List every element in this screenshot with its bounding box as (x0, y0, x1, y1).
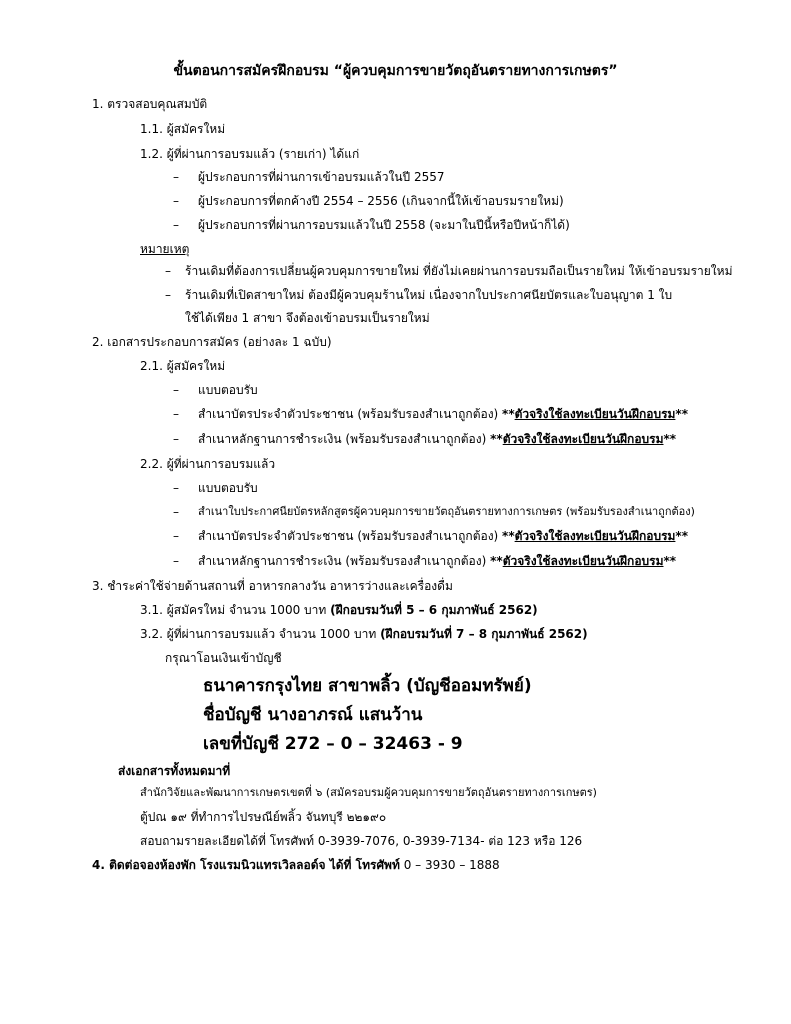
dash-bullet: – (173, 432, 179, 446)
page-title: ขั้นตอนการสมัครฝึกอบรม “ผู้ควบคุมการขายวัตถุอันตรายทางการเกษตร” (173, 63, 618, 79)
bank-name: ธนาคารกรุงไทย สาขาพลิ้ว (บัญชีออมทรัพย์) (203, 676, 532, 696)
list-item: สำเนาหลักฐานการชำระเงิน (พร้อมรับรองสำเนาถูกต้อง) **ตัวจริงใช้ลงทะเบียนวันฝึกอบรม** (198, 554, 677, 568)
list-item: แบบตอบรับ (198, 481, 258, 495)
transfer-instruction: กรุณาโอนเงินเข้าบัญชี (165, 651, 282, 665)
list-item: สำเนาหลักฐานการชำระเงิน (พร้อมรับรองสำเนาถูกต้อง) **ตัวจริงใช้ลงทะเบียนวันฝึกอบรม** (198, 432, 677, 446)
account-number: เลขที่บัญชี 272 – 0 – 32463 - 9 (203, 734, 463, 754)
send-heading: ส่งเอกสารทั้งหมดมาที่ (118, 764, 231, 778)
list-item: แบบตอบรับ (198, 383, 258, 397)
dash-bullet: – (173, 170, 179, 184)
section-2-2: 2.2. ผู้ที่ผ่านการอบรมแล้ว (140, 457, 276, 471)
dash-bullet: – (173, 194, 179, 208)
note-item-continued: ใช้ได้เพียง 1 สาขา จึงต้องเข้าอบรมเป็นรายใหม่ (185, 311, 430, 325)
section-4: 4. ติดต่อจองห้องพัก โรงแรมนิวแทรเวิลลอด์จ ได้ที่ โทรศัพท์ 0 – 3930 – 1888 (92, 858, 500, 872)
list-item: ผู้ประกอบการที่ผ่านการเข้าอบรมแล้วในปี 2557 (198, 170, 445, 184)
section-1-2: 1.2. ผู้ที่ผ่านการอบรมแล้ว (รายเก่า) ได้แก่ (140, 147, 360, 161)
section-1-1: 1.1. ผู้สมัครใหม่ (140, 122, 226, 136)
list-item: สำเนาบัตรประจำตัวประชาชน (พร้อมรับรองสำเนาถูกต้อง) **ตัวจริงใช้ลงทะเบียนวันฝึกอบรม** (198, 529, 688, 543)
list-item: สำเนาใบประกาศนียบัตรหลักสูตรผู้ควบคุมการขายวัตถุอันตรายทางการเกษตร (พร้อมรับรองสำเนาถูกต้อง) (198, 505, 695, 518)
account-name: ชื่อบัญชี นางอาภรณ์ แสนว้าน (203, 705, 423, 725)
list-item: ผู้ประกอบการที่ตกค้างปี 2554 – 2556 (เกินจากนี้ให้เข้าอบรมรายใหม่) (198, 194, 564, 208)
send-address-line: ตู้ปณ ๑๙ ที่ทำการไปรษณีย์พลิ้ว จันทบุรี ๒๒๑๙๐ (140, 810, 387, 824)
dash-bullet: – (173, 505, 179, 519)
section-2-1: 2.1. ผู้สมัครใหม่ (140, 359, 226, 373)
dash-bullet: – (173, 529, 179, 543)
section-3-1: 3.1. ผู้สมัครใหม่ จำนวน 1000 บาท (ฝึกอบรมวันที่ 5 – 6 กุมภาพันธ์ 2562) (140, 603, 538, 617)
list-item: ผู้ประกอบการที่ผ่านการอบรมแล้วในปี 2558 (จะมาในปีนี้หรือปีหน้าก็ได้) (198, 218, 570, 232)
dash-bullet: – (173, 218, 179, 232)
list-item: สำเนาบัตรประจำตัวประชาชน (พร้อมรับรองสำเนาถูกต้อง) **ตัวจริงใช้ลงทะเบียนวันฝึกอบรม** (198, 407, 688, 421)
note-heading: หมายเหตุ (140, 242, 190, 256)
dash-bullet: – (165, 288, 171, 302)
note-item: ร้านเดิมที่ต้องการเปลี่ยนผู้ควบคุมการขายใหม่ ที่ยังไม่เคยผ่านการอบรมถือเป็นรายใหม่ ให้เข้าอบรมรายใหม่ (185, 264, 733, 278)
dash-bullet: – (165, 264, 171, 278)
dash-bullet: – (173, 554, 179, 568)
section-2-heading: 2. เอกสารประกอบการสมัคร (อย่างละ 1 ฉบับ) (92, 335, 332, 349)
note-item: ร้านเดิมที่เปิดสาขาใหม่ ต้องมีผู้ควบคุมร้านใหม่ เนื่องจากใบประกาศนียบัตรและใบอนุญาต 1 ใบ (185, 288, 673, 302)
send-address-line: สำนักวิจัยและพัฒนาการเกษตรเขตที่ ๖ (สมัครอบรมผู้ควบคุมการขายวัตถุอันตรายทางการเกษตร) (140, 786, 597, 799)
section-3-heading: 3. ชำระค่าใช้จ่ายด้านสถานที่ อาหารกลางวัน อาหารว่างและเครื่องดื่ม (92, 579, 453, 593)
section-3-2: 3.2. ผู้ที่ผ่านการอบรมแล้ว จำนวน 1000 บาท (ฝึกอบรมวันที่ 7 – 8 กุมภาพันธ์ 2562) (140, 627, 588, 641)
dash-bullet: – (173, 407, 179, 421)
contact-phone-line: สอบถามรายละเอียดได้ที่ โทรศัพท์ 0-3939-7076, 0-3939-7134- ต่อ 123 หรือ 126 (140, 834, 583, 848)
section-1-heading: 1. ตรวจสอบคุณสมบัติ (92, 97, 208, 111)
dash-bullet: – (173, 383, 179, 397)
dash-bullet: – (173, 481, 179, 495)
